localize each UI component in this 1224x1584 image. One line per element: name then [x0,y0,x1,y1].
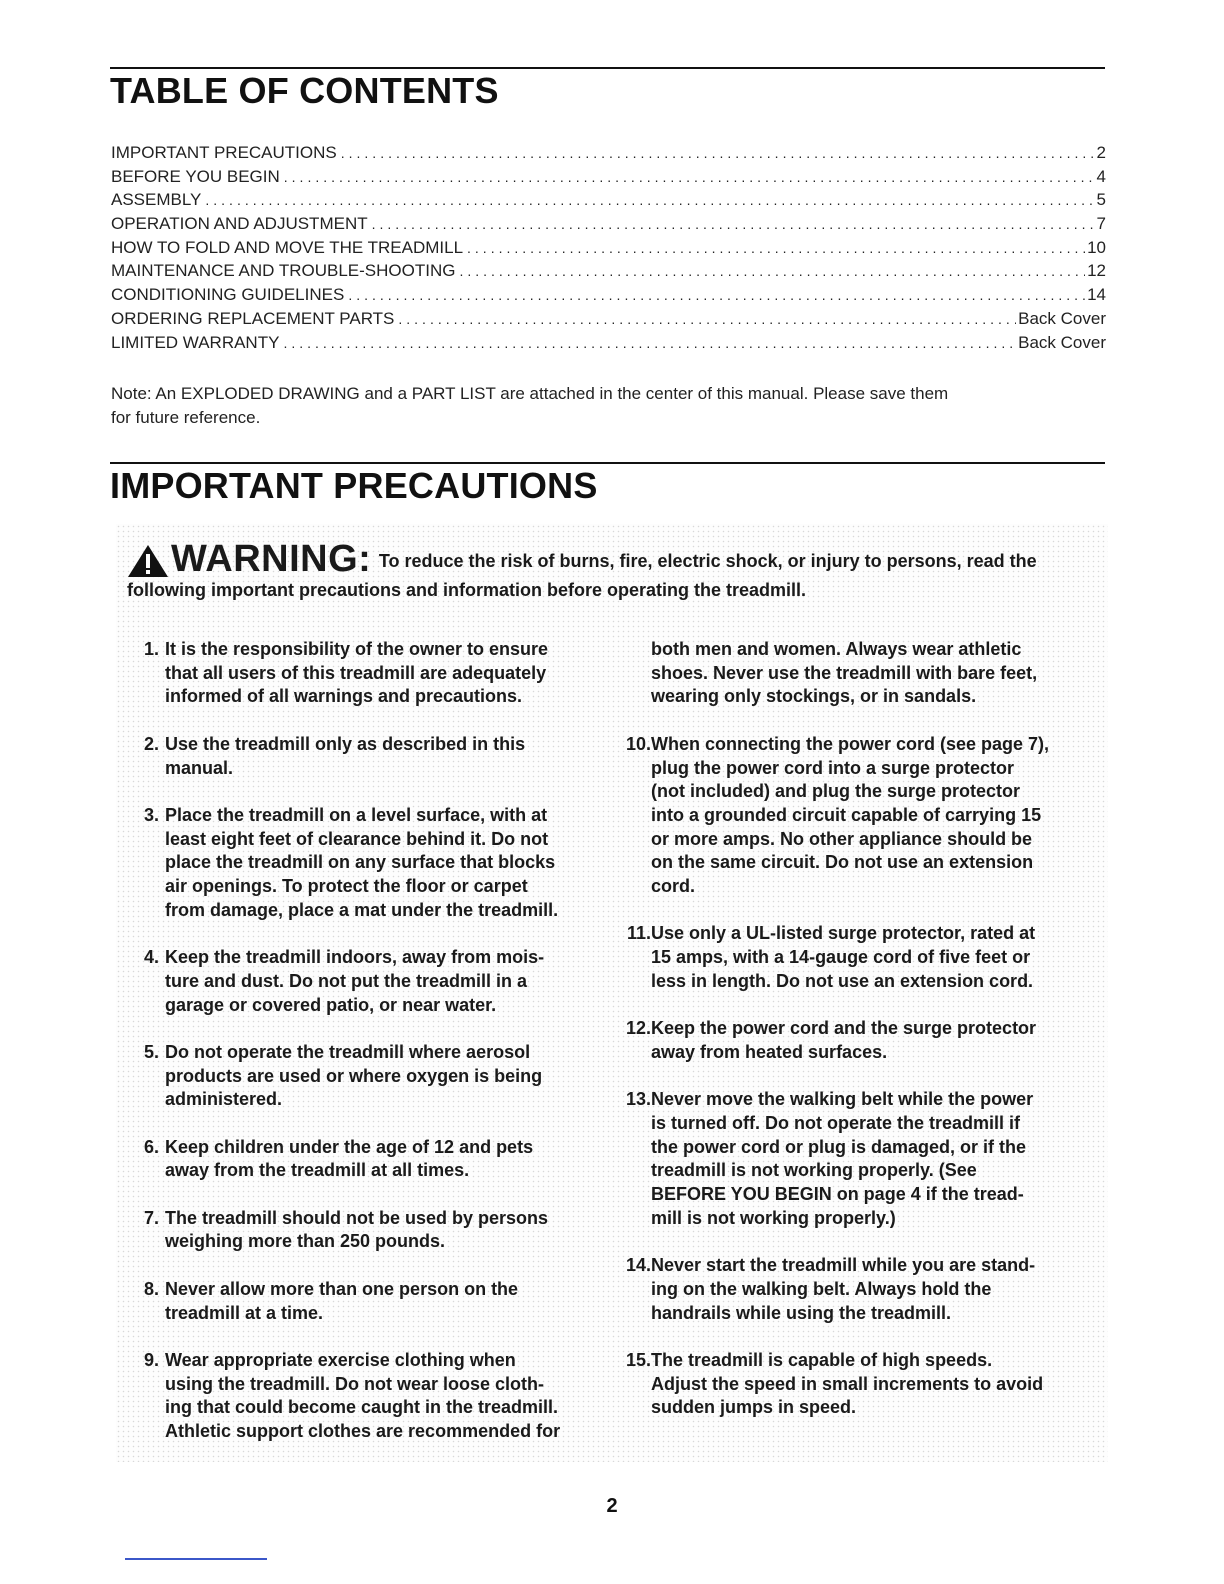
precaution-item [123,1349,598,1444]
toc-note [111,382,1101,429]
precaution-line: plug the power cord into a surge protector [651,757,1015,778]
precaution-line: weighing more than 250 pounds. [165,1231,446,1252]
precaution-line: ture and dust. Do not put the treadmill in a [165,970,528,991]
toc-entry-page: Back Cover [1018,308,1106,328]
precaution-line: Use only a UL-listed surge protector, rated at [651,923,1036,944]
precaution-number: 1. [143,639,159,659]
precaution-line: air openings. To protect the floor or carpet [165,876,528,896]
precaution-text [159,1041,598,1112]
precaution-line: Keep the treadmill indoors, away from mois- [165,947,545,968]
toc-leader-dots [398,311,1016,327]
footer-link-underline[interactable] [125,1558,267,1560]
toc-entry[interactable] [111,261,1106,285]
precaution-line: (not included) and plug the surge protector [651,781,1020,802]
precaution-text [159,733,598,780]
precaution-line: ing on the walking belt. Always hold the [651,1278,992,1299]
precaution-line: Never start the treadmill while you are stand- [651,1255,1036,1276]
precaution-line: wearing only stockings, or in sandals. [651,686,977,707]
toc-entry-title: BEFORE YOU BEGIN [111,166,280,186]
warning-colon: : [358,538,371,580]
precaution-line: Adjust the speed in small increments to avoid [651,1373,1044,1394]
toc-entry-title: MAINTENANCE AND TROUBLE-SHOOTING [111,261,456,281]
precaution-text [651,1254,1090,1325]
toc-entry-title: LIMITED WARRANTY [111,332,280,352]
precaution-number: 5. [143,1041,159,1062]
precautions-heading: IMPORTANT PRECAUTIONS [110,465,598,506]
precaution-number: 8. [143,1278,159,1299]
toc-entry[interactable] [111,214,1106,238]
precaution-number: 12. [625,1018,651,1039]
precaution-line: into a grounded circuit capable of carrying 15 [651,804,1042,825]
precaution-item [615,1088,1090,1230]
precaution-number: 4. [143,947,159,968]
toc-list [111,143,1106,356]
precaution-line: place the treadmill on any surface that blocks [165,852,556,873]
precaution-line: 15 amps, with a 14-gauge cord of five feet or [651,947,1031,968]
toc-leader-dots [284,169,1095,185]
precaution-number: 7. [143,1207,159,1228]
precaution-item [123,1136,598,1183]
toc-entry-title: CONDITIONING GUIDELINES [111,285,345,305]
warning-label: WARNING [171,538,359,580]
precaution-line: When connecting the power cord (see page 7), [651,733,1050,754]
toc-entry-page: 10 [1087,237,1106,257]
toc-entry-page: Back Cover [1018,332,1106,352]
precaution-text [651,922,1090,993]
precaution-line: Wear appropriate exercise clothing when [165,1349,516,1370]
precaution-item [123,638,598,709]
precaution-line: on the same circuit. Do not use an extension [651,852,1034,873]
precaution-line: The treadmill is capable of high speeds. [651,1350,993,1370]
toc-entry[interactable] [111,333,1106,357]
page-number: 2 [606,1495,618,1517]
precaution-line: handrails while using the treadmill. [651,1302,952,1323]
precaution-number: 13. [625,1089,651,1110]
precaution-line: cord. [651,876,696,897]
precaution-text [159,1207,598,1254]
precaution-line: administered. [165,1089,283,1110]
precaution-line: the power cord or plug is damaged, or if the [651,1136,1027,1157]
toc-entry-title: ORDERING REPLACEMENT PARTS [111,308,395,328]
precaution-line: Use the treadmill only as described in this [165,733,526,754]
precaution-number: 14. [625,1255,651,1276]
precaution-item [615,922,1090,993]
precaution-number: 3. [143,804,159,825]
toc-entry-title: HOW TO FOLD AND MOVE THE TREADMILL [111,237,464,257]
toc-entry-page: 5 [1096,190,1106,210]
toc-leader-dots [283,335,1016,351]
precaution-line: garage or covered patio, or near water. [165,994,497,1015]
toc-entry-page: 2 [1096,143,1106,162]
toc-entry[interactable] [111,309,1106,333]
toc-entry-page: 4 [1096,166,1106,186]
precaution-item [615,733,1090,899]
precaution-item [615,1349,1090,1420]
toc-heading: TABLE OF CONTENTS [110,70,499,111]
precaution-line: Do not operate the treadmill where aerosol [165,1041,531,1062]
precaution-text [159,638,598,709]
precaution-line: away from heated surfaces. [651,1041,888,1062]
precaution-item-continued [615,638,1090,709]
precaution-number: 6. [143,1136,159,1157]
toc-note-line: Note: An EXPLODED DRAWING and a PART LIST are attached in the center of this manual. Please save them [111,384,949,403]
precaution-number: 15. [625,1350,651,1370]
toc-leader-dots [372,216,1095,232]
toc-top-rule [110,67,1105,69]
precaution-item [123,1278,598,1325]
precaution-line: Never move the walking belt while the power [651,1089,1034,1110]
precaution-line: mill is not working properly.) [651,1207,896,1228]
toc-leader-dots [348,287,1085,303]
precaution-line: away from the treadmill at all times. [165,1160,470,1181]
precaution-number [615,638,651,709]
precaution-line: shoes. Never use the treadmill with bare feet, [651,662,1038,683]
toc-entry-page: 12 [1087,261,1106,281]
toc-entry[interactable] [111,167,1106,191]
precaution-line: is turned off. Do not operate the treadmill if [651,1113,1021,1133]
precautions-right-column [615,638,1090,1444]
toc-entry[interactable] [111,143,1106,167]
precaution-number: 2. [143,733,159,754]
precaution-line: manual. [165,757,234,778]
precaution-text [159,946,598,1017]
precaution-line: or more amps. No other appliance should be [651,828,1033,849]
precaution-text [159,1136,598,1183]
toc-entry-title: IMPORTANT PRECAUTIONS [111,143,337,162]
precaution-number: 10. [625,733,651,754]
precaution-line: both men and women. Always wear athletic [651,639,1022,659]
precaution-item [615,1017,1090,1064]
precaution-line: ing that could become caught in the treadmill. [165,1397,559,1418]
precaution-item [123,946,598,1017]
warning-triangle-icon [127,544,169,578]
warning-text: following important precautions and information before operating the treadmill. [127,580,807,600]
precaution-text [159,1278,598,1325]
precaution-line: The treadmill should not be used by persons [165,1207,549,1228]
precaution-line: informed of all warnings and precautions. [165,686,523,707]
precaution-line: from damage, place a mat under the treadmill. [165,899,559,920]
precaution-line: least eight feet of clearance behind it. Do not [165,828,549,849]
precaution-line: Never allow more than one person on the [165,1278,519,1299]
precaution-line: products are used or where oxygen is being [165,1065,543,1086]
precaution-text [651,1088,1090,1230]
precaution-line: It is the responsibility of the owner to ensure [165,639,549,659]
precaution-line: Athletic support clothes are recommended for [165,1421,561,1442]
warning-header [127,540,1102,603]
precaution-line: less in length. Do not use an extension cord. [651,970,1034,991]
warning-text: To reduce the risk of burns, fire, electric shock, or injury to persons, read the [378,551,1037,571]
precaution-text [651,733,1090,899]
precaution-line: treadmill at a time. [165,1302,324,1323]
precautions-left-column [123,638,598,1467]
precaution-text [651,1017,1090,1064]
precaution-item [123,804,598,923]
precaution-line: Keep children under the age of 12 and pets [165,1136,534,1157]
toc-entry-page: 7 [1096,214,1106,234]
precaution-text [651,638,1090,709]
precautions-top-rule [110,462,1105,464]
toc-entry-title: OPERATION AND ADJUSTMENT [111,214,368,234]
toc-leader-dots [205,192,1094,208]
precaution-text [159,1349,598,1444]
precaution-number: 11. [626,923,651,944]
precaution-item [123,733,598,780]
precaution-line: that all users of this treadmill are adequately [165,662,547,683]
toc-leader-dots [459,263,1085,279]
toc-entry[interactable] [111,285,1106,309]
precaution-line: Place the treadmill on a level surface, with at [165,804,548,825]
precaution-line: treadmill is not working properly. (See [651,1160,977,1181]
precaution-text [651,1349,1090,1420]
precaution-line: sudden jumps in speed. [651,1397,857,1418]
precaution-item [615,1254,1090,1325]
precaution-line: using the treadmill. Do not wear loose cloth- [165,1373,545,1394]
precaution-text [159,804,598,923]
toc-entry-page: 14 [1087,285,1106,305]
toc-note-line: for future reference. [111,407,261,427]
toc-leader-dots [341,145,1095,161]
toc-entry[interactable] [111,238,1106,262]
precaution-item [123,1207,598,1254]
precaution-line: Keep the power cord and the surge protector [651,1018,1037,1039]
toc-leader-dots [467,240,1085,256]
precaution-number: 9. [143,1349,159,1370]
toc-entry-title: ASSEMBLY [111,190,202,210]
precaution-item [123,1041,598,1112]
precaution-line: BEFORE YOU BEGIN on page 4 if the tread- [651,1184,1024,1205]
toc-entry[interactable] [111,190,1106,214]
